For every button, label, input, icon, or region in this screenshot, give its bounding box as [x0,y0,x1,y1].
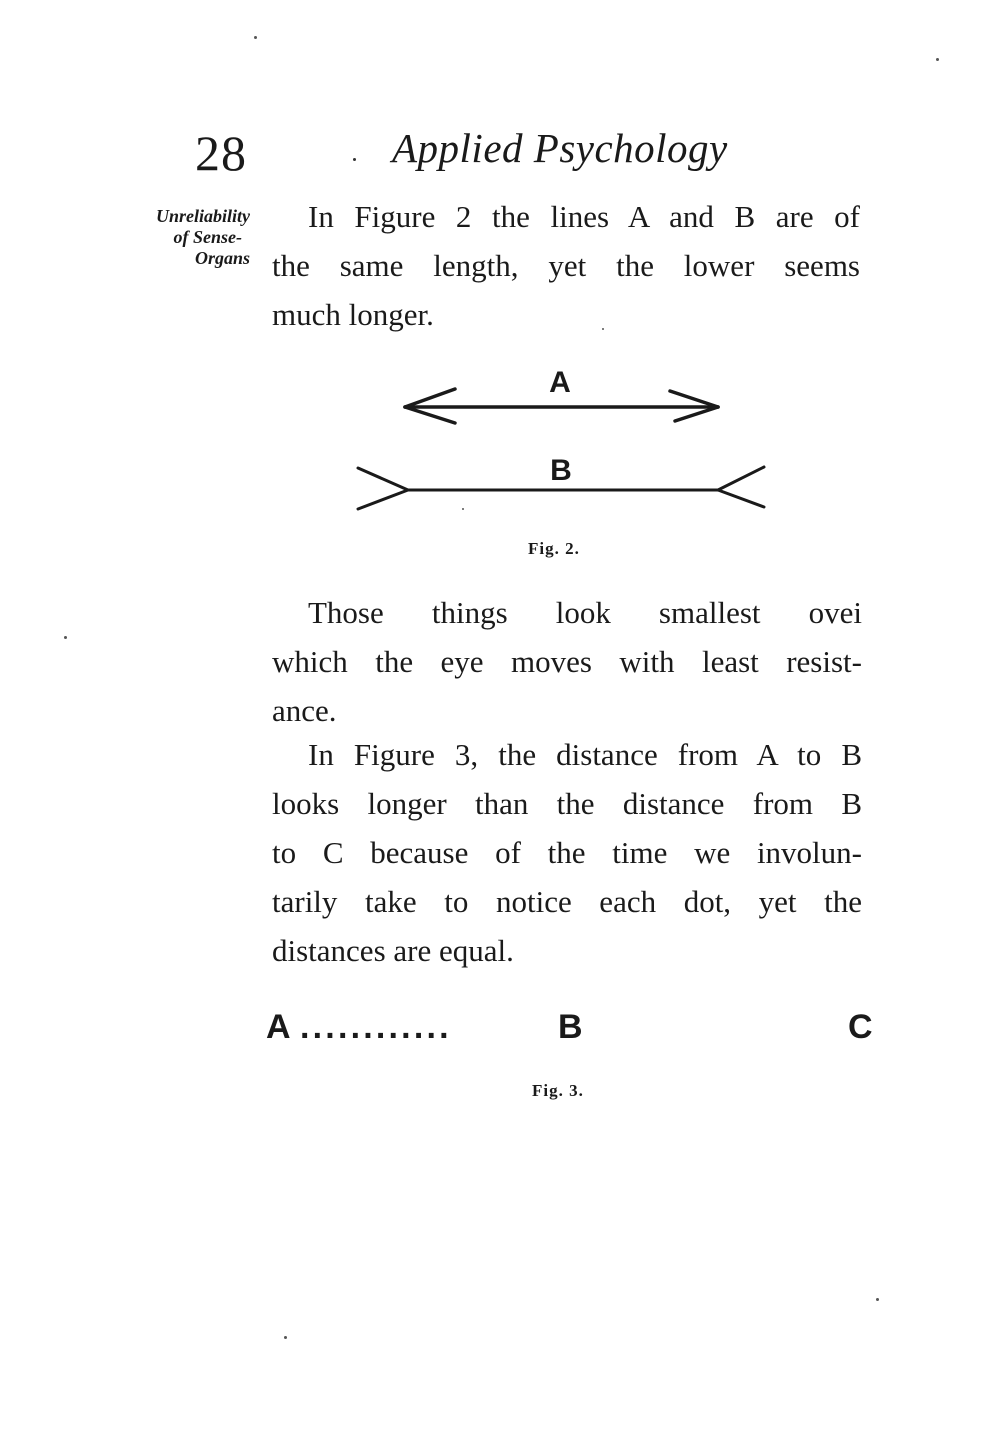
figure-3-illusion [262,1002,882,1062]
scan-speck [876,1298,879,1301]
scan-speck [602,328,604,330]
line-b-left-fin-upper [358,468,408,490]
text-line: Those things look smallest ovei [308,595,862,630]
paragraph-figure-2-intro [272,192,860,339]
line-b-right-fin-upper [718,467,764,490]
text-line: distances are equal. [272,933,514,968]
line-a-left-head-upper [405,389,455,407]
line-a-right-head-lower [675,407,718,421]
text-line: the same length, yet the lower seems [272,248,860,283]
scan-speck [284,1336,287,1339]
line-a-right-head-upper [670,391,718,407]
text-line: looks longer than the distance from B [272,786,862,821]
dotted-span: ............ [300,1008,452,1046]
paragraph-smallest-things [272,588,862,735]
scan-speck [462,508,464,510]
margin-note-line: Organs [194,248,250,268]
text-line: In Figure 2 the lines A and B are of [308,199,860,234]
text-line: In Figure 3, the distance from A to B [308,737,862,772]
text-line: tarily take to notice each dot, yet the [272,884,862,919]
label-b: B [558,1008,583,1046]
margin-note-line: Unreliability [156,206,250,226]
label-c: C [848,1008,873,1046]
label-b: B [550,454,572,487]
text-line: to C because of the time we involun- [272,835,862,870]
margin-note [100,206,250,269]
line-b-right-fin-lower [718,490,764,507]
figure-2-caption: Fig. 2. [528,539,580,558]
line-b-left-fin-lower [358,490,408,509]
header-speck [353,158,356,161]
label-a: A [549,366,571,399]
text-line: much longer. [272,297,434,332]
figure-2-illusion [340,355,780,530]
page-number: 28 [195,125,247,181]
paragraph-figure-3-intro [272,730,862,975]
scan-speck [254,36,257,39]
label-a: A [266,1008,291,1046]
text-line: which the eye moves with least resist- [272,644,862,679]
figure-3-caption: Fig. 3. [532,1081,584,1100]
line-a-left-head-lower [405,407,455,423]
scan-speck [936,58,939,61]
running-title: Applied Psychology [392,125,728,171]
margin-note-line: of Sense- [173,227,242,247]
scan-speck [64,636,67,639]
text-line: ance. [272,693,337,728]
